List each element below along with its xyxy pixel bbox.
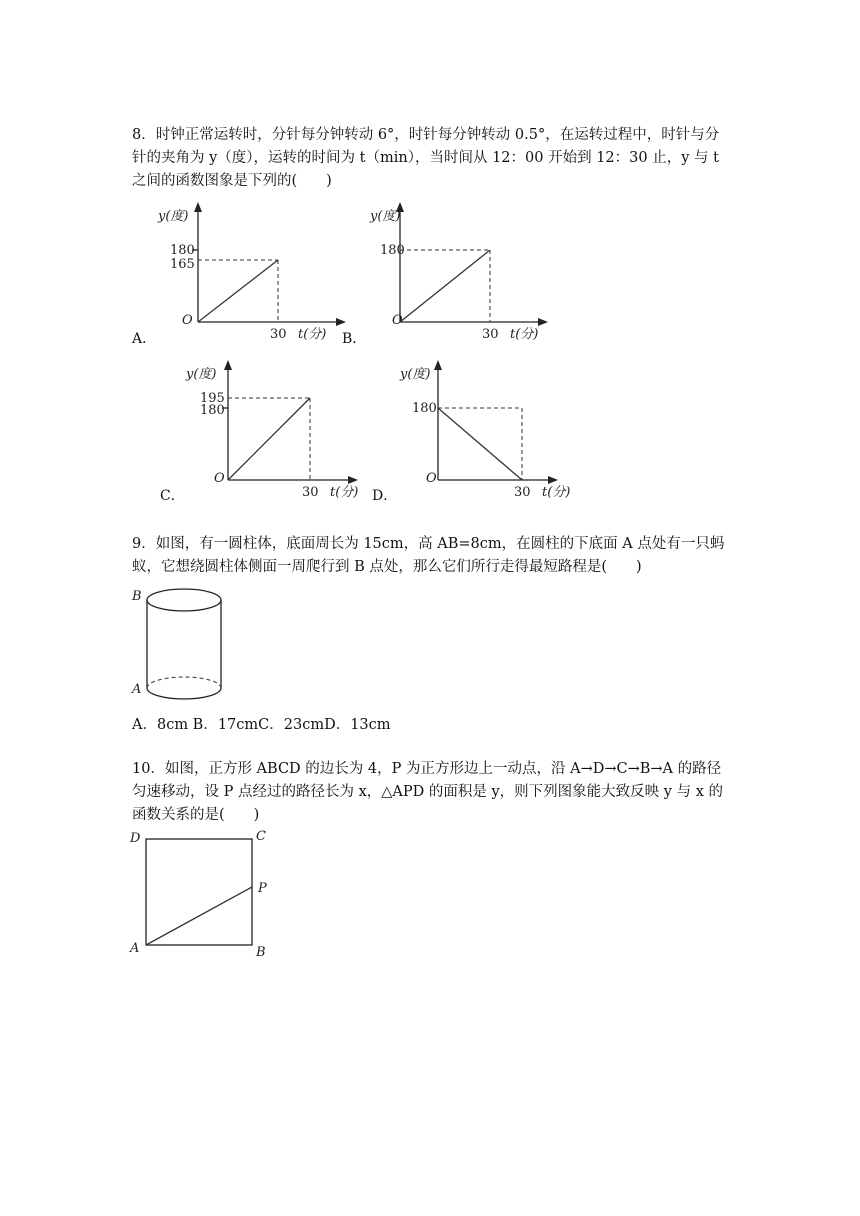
graph-a-tick-y1: 180 — [170, 243, 195, 258]
square-label-c: C — [256, 829, 266, 844]
graph-a-origin: O — [182, 313, 193, 328]
option-d-label: D． — [372, 488, 398, 504]
graph-d-y-label: y(度) — [400, 367, 431, 382]
graph-b-tick-y1: 180 — [380, 243, 405, 258]
square-figure — [128, 826, 278, 960]
graph-c-x-label: t(分) — [330, 485, 359, 500]
graph-d-x-label: t(分) — [542, 485, 571, 500]
graph-d — [392, 358, 592, 503]
graph-a — [150, 200, 350, 345]
cylinder-figure — [130, 584, 240, 706]
graph-c-tick-x: 30 — [302, 485, 319, 500]
cylinder-label-b: B — [132, 589, 142, 604]
square-label-b: B — [256, 945, 266, 960]
option-a-label: A． — [132, 331, 157, 347]
graph-b-tick-x: 30 — [482, 327, 499, 342]
graph-c-y-label: y(度) — [186, 367, 217, 382]
graph-b — [352, 200, 552, 345]
option-c-label: C． — [160, 488, 185, 504]
question-8-text: 8．时钟正常运转时，分针每分钟转动 6°，时针每分钟转动 0.5°，在运转过程中，时针与分针的夹角为 y（度），运转的时间为 t（min），当时间从 12：00 开始到 12：30 止，y 与 t 之间的函数图象是下列的( ) — [132, 127, 720, 189]
graph-d-tick-y1: 180 — [412, 401, 437, 416]
square-label-d: D — [130, 831, 141, 846]
question-9-answers: A．8cm B．17cmC．23cmD．13cm — [132, 717, 391, 733]
question-9-text: 9．如图，有一圆柱体，底面周长为 15cm，高 AB=8cm，在圆柱的下底面 A 点处有一只蚂蚁，它想绕圆柱体侧面一周爬行到 B 点处，那么它们所行走得最短路程是( ) — [132, 536, 725, 575]
graph-a-tick-y2: 165 — [170, 257, 195, 272]
graph-a-tick-x: 30 — [270, 327, 287, 342]
graph-b-origin: O — [392, 313, 403, 328]
square-label-p: P — [258, 881, 267, 896]
graph-a-y-label: y(度) — [158, 209, 189, 224]
option-b-label: B． — [342, 331, 367, 347]
graph-b-x-label: t(分) — [510, 327, 539, 342]
graph-d-tick-x: 30 — [514, 485, 531, 500]
graph-b-y-label: y(度) — [370, 209, 401, 224]
square-label-a: A — [130, 941, 140, 956]
question-10-text: 10．如图，正方形 ABCD 的边长为 4，P 为正方形边上一动点，沿 A→D→C→B→A 的路径匀速移动，设 P 点经过的路径长为 x，△APD 的面积是 y，则下列图象能大致反映 y 与 x 的函数关系的是( ) — [132, 761, 723, 823]
graph-d-origin: O — [426, 471, 437, 486]
graph-c-origin: O — [214, 471, 225, 486]
graph-c-tick-y1: 195 — [200, 391, 225, 406]
graph-c — [182, 358, 382, 503]
graph-a-x-label: t(分) — [298, 327, 327, 342]
cylinder-label-a: A — [132, 682, 142, 697]
graph-c-tick-y2: 180 — [200, 403, 225, 418]
